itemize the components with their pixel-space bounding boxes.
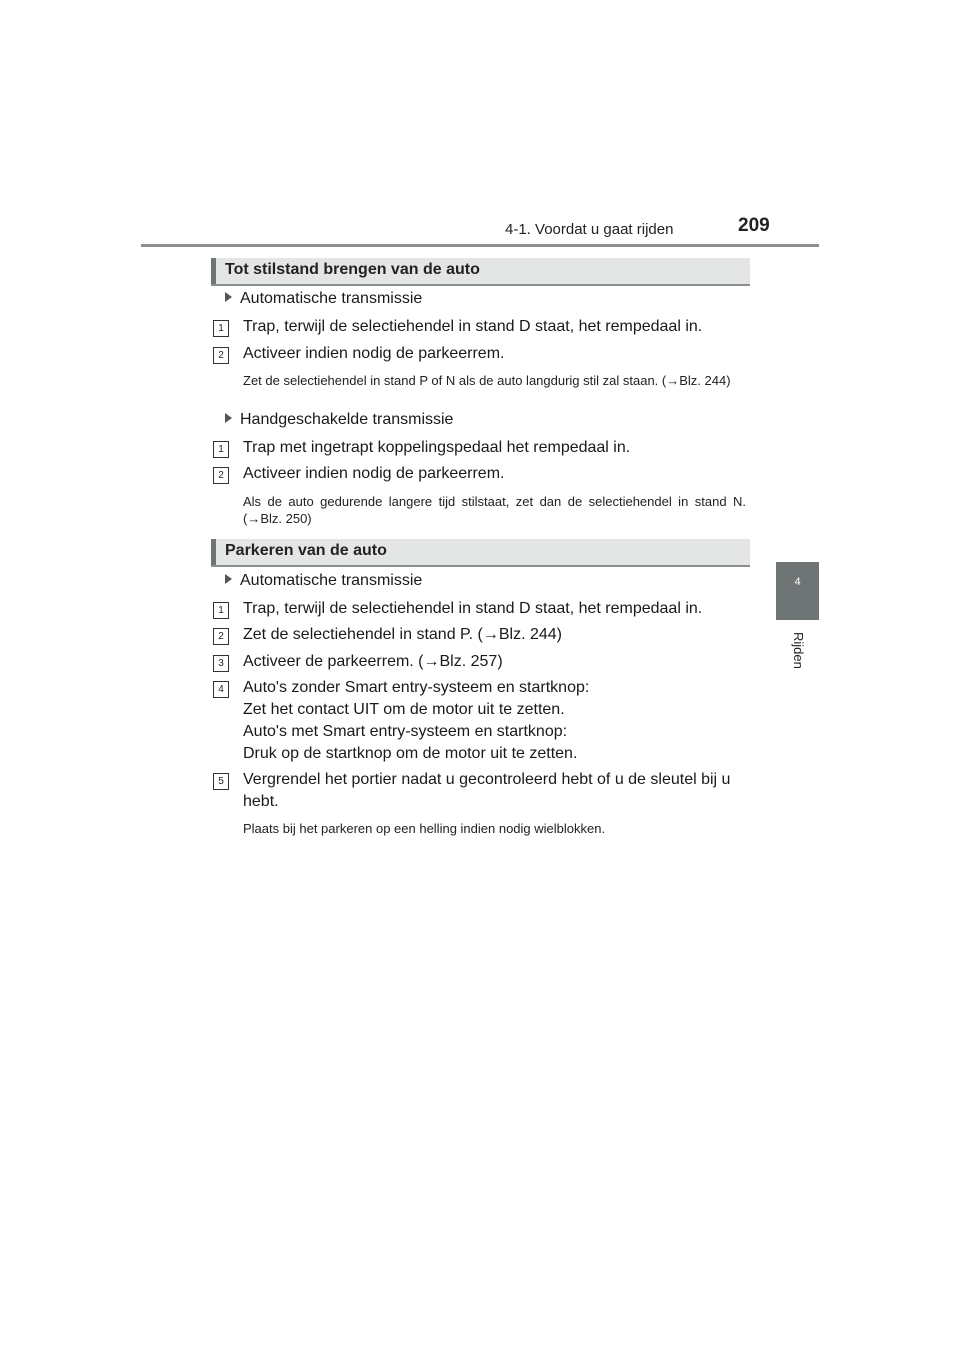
section-header-parking bbox=[211, 539, 750, 567]
subheading-label: Automatische transmissie bbox=[240, 290, 423, 307]
section-title: Tot stilstand brengen van de auto bbox=[225, 261, 480, 278]
step-number-box: 1 bbox=[213, 441, 229, 458]
step-text: Vergrendel het portier nadat u gecontroleerd hebt of u de sleutel bij u hebt. bbox=[243, 771, 731, 810]
header-divider bbox=[141, 244, 819, 247]
step-line: Zet het contact UIT om de motor uit te zetten. bbox=[243, 701, 565, 718]
step-number-box: 2 bbox=[213, 467, 229, 484]
subheading-label: Handgeschakelde transmissie bbox=[240, 411, 454, 428]
note-text: Als de auto gedurende langere tijd stilstaat, zet dan de selectiehendel in stand N. (→Blz. 250) bbox=[243, 494, 746, 526]
subheading-manual bbox=[225, 411, 453, 429]
step-line: Auto's zonder Smart entry-systeem en startknop: bbox=[243, 679, 590, 696]
step-number-box: 5 bbox=[213, 773, 229, 790]
step-text: Trap, terwijl de selectiehendel in stand D staat, het rempedaal in. bbox=[243, 318, 703, 335]
triangle-bullet-icon bbox=[225, 413, 232, 423]
step-text: Zet de selectiehendel in stand P. (→Blz. 244) bbox=[243, 626, 562, 643]
step-number-box: 2 bbox=[213, 628, 229, 645]
chapter-tab-label: Rijden bbox=[791, 632, 806, 669]
step-text: Activeer de parkeerrem. (→Blz. 257) bbox=[243, 653, 503, 670]
subheading-automatic bbox=[225, 290, 422, 308]
step-number-box: 3 bbox=[213, 655, 229, 672]
triangle-bullet-icon bbox=[225, 292, 232, 302]
triangle-bullet-icon bbox=[225, 574, 232, 584]
step-line: Druk op de startknop om de motor uit te zetten. bbox=[243, 745, 578, 762]
subheading-automatic bbox=[225, 572, 422, 590]
page-number: 209 bbox=[738, 215, 770, 236]
step-text: Trap, terwijl de selectiehendel in stand D staat, het rempedaal in. bbox=[243, 600, 703, 617]
step-number-box: 4 bbox=[213, 681, 229, 698]
chapter-tab bbox=[776, 562, 819, 620]
note-text: Plaats bij het parkeren op een helling indien nodig wielblokken. bbox=[243, 821, 606, 836]
step-text: Activeer indien nodig de parkeerrem. bbox=[243, 465, 505, 482]
step-line: Auto's met Smart entry-systeem en startknop: bbox=[243, 723, 568, 740]
section-header-stopping bbox=[211, 258, 750, 286]
chapter-tab-number: 4 bbox=[794, 576, 801, 588]
step-number-box: 1 bbox=[213, 602, 229, 619]
step-number-box: 2 bbox=[213, 347, 229, 364]
chapter-heading: 4-1. Voordat u gaat rijden bbox=[505, 221, 674, 238]
step-text-multiline bbox=[243, 677, 751, 765]
step-text: Activeer indien nodig de parkeerrem. bbox=[243, 345, 505, 362]
step-number-box: 1 bbox=[213, 320, 229, 337]
section-title: Parkeren van de auto bbox=[225, 542, 387, 559]
subheading-label: Automatische transmissie bbox=[240, 572, 423, 589]
step-text: Trap met ingetrapt koppelingspedaal het rempedaal in. bbox=[243, 439, 631, 456]
note-text: Zet de selectiehendel in stand P of N als de auto langdurig stil zal staan. (→Blz. 244) bbox=[243, 373, 731, 388]
